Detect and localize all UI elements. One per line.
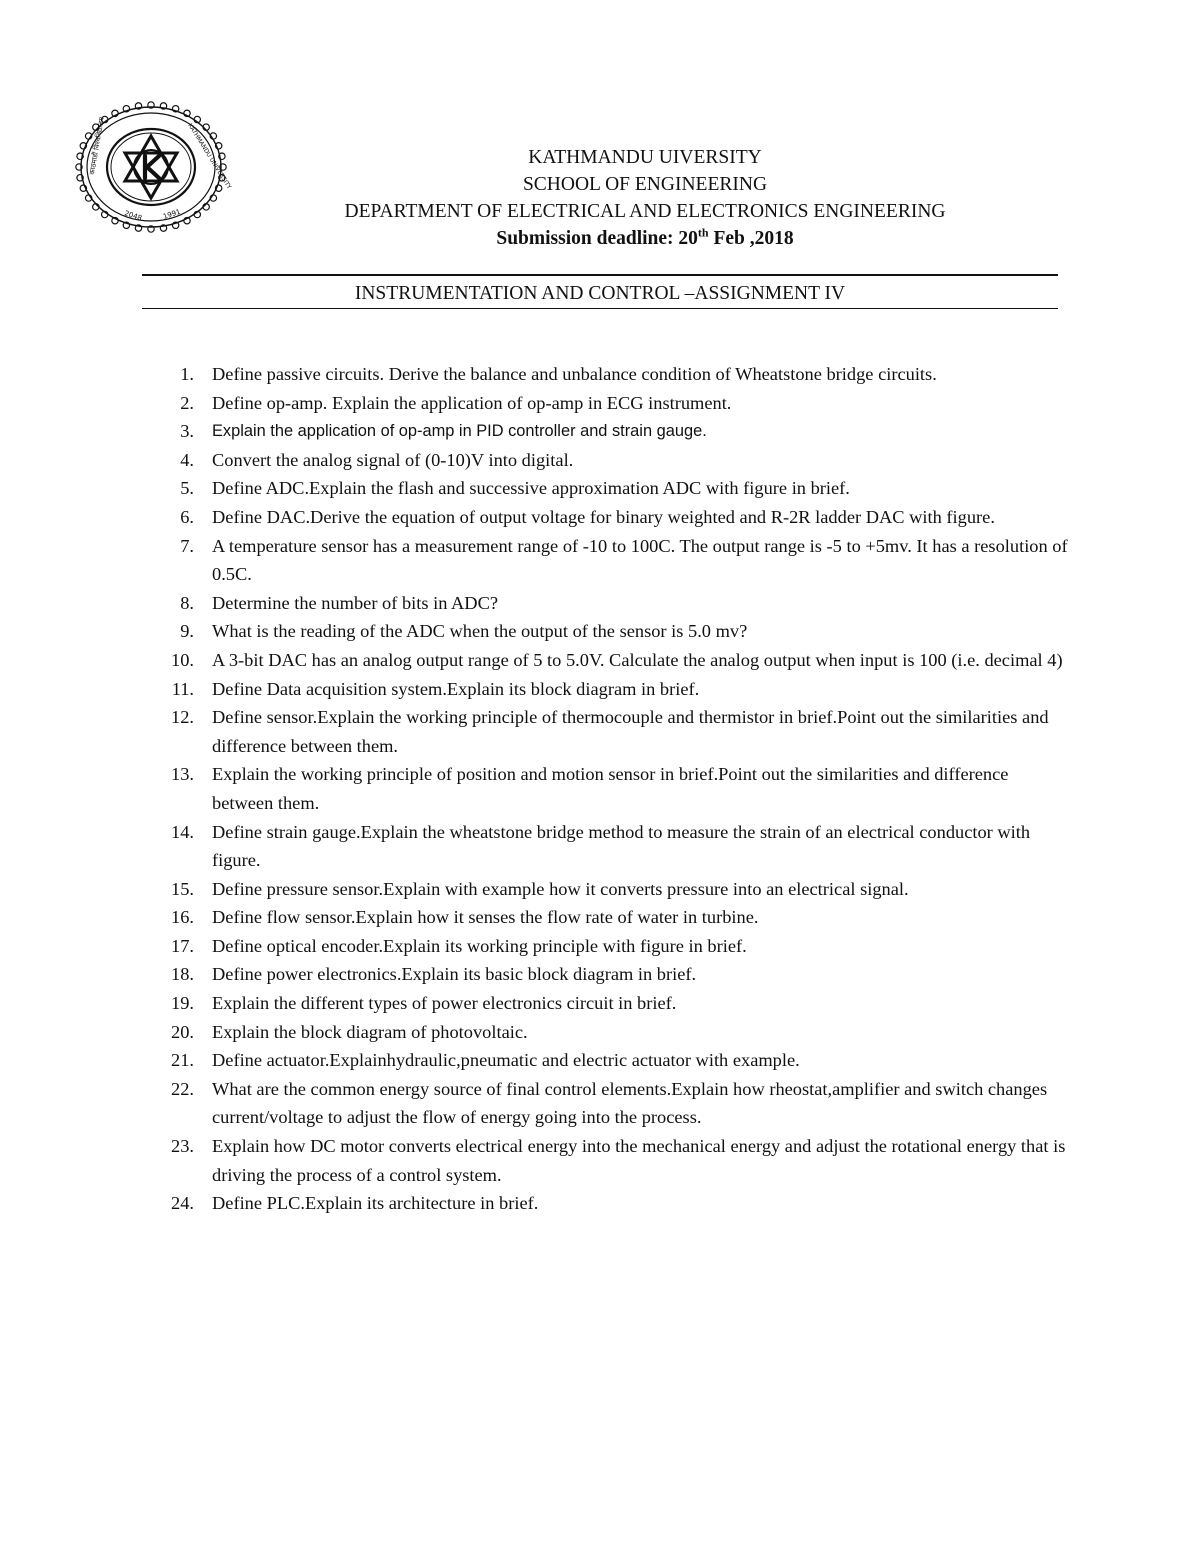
question-item bbox=[142, 960, 1072, 989]
question-number: 15. bbox=[171, 878, 194, 899]
question-number: 23. bbox=[171, 1136, 194, 1157]
university-seal-icon bbox=[76, 103, 233, 231]
question-number: 20. bbox=[171, 1021, 194, 1042]
question-text: Convert the analog signal of (0-10)V into digital. bbox=[212, 449, 574, 470]
deadline-rest: Feb ,2018 bbox=[708, 228, 794, 249]
question-text: Define pressure sensor.Explain with example how it converts pressure into an electrical signal. bbox=[212, 878, 909, 899]
question-number: 14. bbox=[171, 821, 194, 842]
question-text: What are the common energy source of final control elements.Explain how rheostat,amplifier and switch changes current/voltage to adjust the flow of energy going into the process. bbox=[212, 1078, 1048, 1128]
question-text: Define actuator.Explainhydraulic,pneumatic and electric actuator with example. bbox=[212, 1050, 800, 1071]
question-number: 3. bbox=[180, 421, 194, 442]
question-text: Explain the application of op-amp in PID controller and strain gauge. bbox=[212, 422, 707, 441]
department-name: DEPARTMENT OF ELECTRICAL AND ELECTRONICS ENGINEERING bbox=[344, 201, 946, 222]
question-number: 12. bbox=[171, 707, 194, 728]
question-item bbox=[142, 989, 1072, 1018]
question-text: Define flow sensor.Explain how it senses the flow rate of water in turbine. bbox=[212, 907, 759, 928]
question-text: Define ADC.Explain the flash and successive approximation ADC with figure in brief. bbox=[212, 478, 850, 499]
question-text: Explain the different types of power electronics circuit in brief. bbox=[212, 993, 677, 1014]
question-item bbox=[142, 1046, 1072, 1075]
question-item bbox=[142, 875, 1072, 904]
question-text: Explain how DC motor converts electrical energy into the mechanical energy and adjust the rotational energy that is driving the process of a control system. bbox=[212, 1136, 1066, 1185]
question-text: Define op-amp. Explain the application of op-amp in ECG instrument. bbox=[212, 392, 732, 413]
document-header bbox=[250, 144, 1040, 252]
question-item bbox=[142, 1189, 1072, 1218]
question-number: 18. bbox=[171, 964, 194, 985]
question-item bbox=[142, 389, 1072, 418]
question-item bbox=[142, 903, 1072, 932]
seal-year-right: 1991 bbox=[162, 207, 182, 221]
question-number: 13. bbox=[171, 764, 194, 785]
question-item bbox=[142, 818, 1072, 875]
question-item bbox=[142, 446, 1072, 475]
question-item bbox=[142, 703, 1072, 760]
question-item bbox=[142, 760, 1072, 817]
question-number: 17. bbox=[171, 935, 194, 956]
question-item bbox=[142, 1018, 1072, 1047]
question-number: 5. bbox=[180, 478, 194, 499]
question-number: 4. bbox=[180, 449, 194, 470]
question-list bbox=[142, 360, 1072, 1218]
question-text: Explain the block diagram of photovoltaic. bbox=[212, 1021, 528, 1042]
question-number: 19. bbox=[171, 993, 194, 1014]
seal-year-left: 2048 bbox=[123, 209, 143, 223]
question-number: 10. bbox=[171, 649, 194, 670]
question-number: 16. bbox=[171, 907, 194, 928]
school-name: SCHOOL OF ENGINEERING bbox=[522, 174, 768, 195]
deadline-label: Submission deadline: 20 bbox=[496, 228, 698, 249]
question-text: Define sensor.Explain the working principle of thermocouple and thermistor in brief.Point out the similarities and difference between them. bbox=[212, 707, 1049, 756]
question-text: Explain the working principle of position and motion sensor in brief.Point out the similarities and difference between them. bbox=[212, 764, 1009, 813]
question-item bbox=[142, 1132, 1072, 1189]
question-number: 22. bbox=[171, 1078, 194, 1099]
question-item bbox=[142, 503, 1072, 532]
question-number: 24. bbox=[171, 1193, 194, 1214]
question-item bbox=[142, 1075, 1072, 1132]
question-number: 7. bbox=[180, 535, 194, 556]
question-text: A temperature sensor has a measurement range of -10 to 100C. The output range is -5 to +5mv. It has a resolution of 0.5C. bbox=[212, 535, 1068, 585]
question-item bbox=[142, 532, 1072, 589]
question-item bbox=[142, 617, 1072, 646]
assignment-title: INSTRUMENTATION AND CONTROL –ASSIGNMENT IV bbox=[354, 283, 846, 304]
question-item bbox=[142, 675, 1072, 704]
question-number: 21. bbox=[171, 1050, 194, 1071]
question-item bbox=[142, 417, 1072, 446]
question-text: Determine the number of bits in ADC? bbox=[212, 592, 499, 613]
question-item bbox=[142, 932, 1072, 961]
question-item bbox=[142, 646, 1072, 675]
question-number: 2. bbox=[180, 392, 194, 413]
question-number: 8. bbox=[180, 592, 194, 613]
question-number: 11. bbox=[171, 678, 194, 699]
question-text: A 3-bit DAC has an analog output range of 5 to 5.0V. Calculate the analog output when input is 100 (i.e. decimal 4) bbox=[212, 649, 1063, 670]
question-text: Define passive circuits. Derive the balance and unbalance condition of Wheatstone bridge circuits. bbox=[212, 364, 937, 384]
question-text: Define DAC.Derive the equation of output voltage for binary weighted and R-2R ladder DAC with figure. bbox=[212, 506, 995, 527]
question-text: Define strain gauge.Explain the wheatstone bridge method to measure the strain of an electrical conductor with figure. bbox=[212, 821, 1031, 871]
top-divider bbox=[142, 274, 1058, 276]
question-item bbox=[142, 360, 1072, 389]
question-text: Define PLC.Explain its architecture in brief. bbox=[212, 1193, 539, 1214]
question-text: Define Data acquisition system.Explain its block diagram in brief. bbox=[212, 678, 700, 699]
question-text: What is the reading of the ADC when the output of the sensor is 5.0 mv? bbox=[212, 621, 748, 642]
university-name: KATHMANDU UIVERSITY bbox=[528, 147, 762, 168]
bottom-divider bbox=[142, 308, 1058, 309]
submission-deadline bbox=[250, 225, 1040, 252]
question-number: 9. bbox=[180, 621, 194, 642]
question-number: 6. bbox=[180, 506, 194, 527]
seal-ring-text-right: KATHMANDU UNIVERSITY bbox=[186, 122, 233, 191]
question-item bbox=[142, 474, 1072, 503]
deadline-suffix: th bbox=[697, 225, 709, 240]
question-number: 1. bbox=[180, 364, 194, 384]
question-text: Define power electronics.Explain its basic block diagram in brief. bbox=[212, 964, 697, 985]
question-text: Define optical encoder.Explain its working principle with figure in brief. bbox=[212, 935, 747, 956]
seal-ring-text-left: काठमाडौं विश्वविद्यालय bbox=[88, 116, 107, 176]
question-item bbox=[142, 589, 1072, 618]
